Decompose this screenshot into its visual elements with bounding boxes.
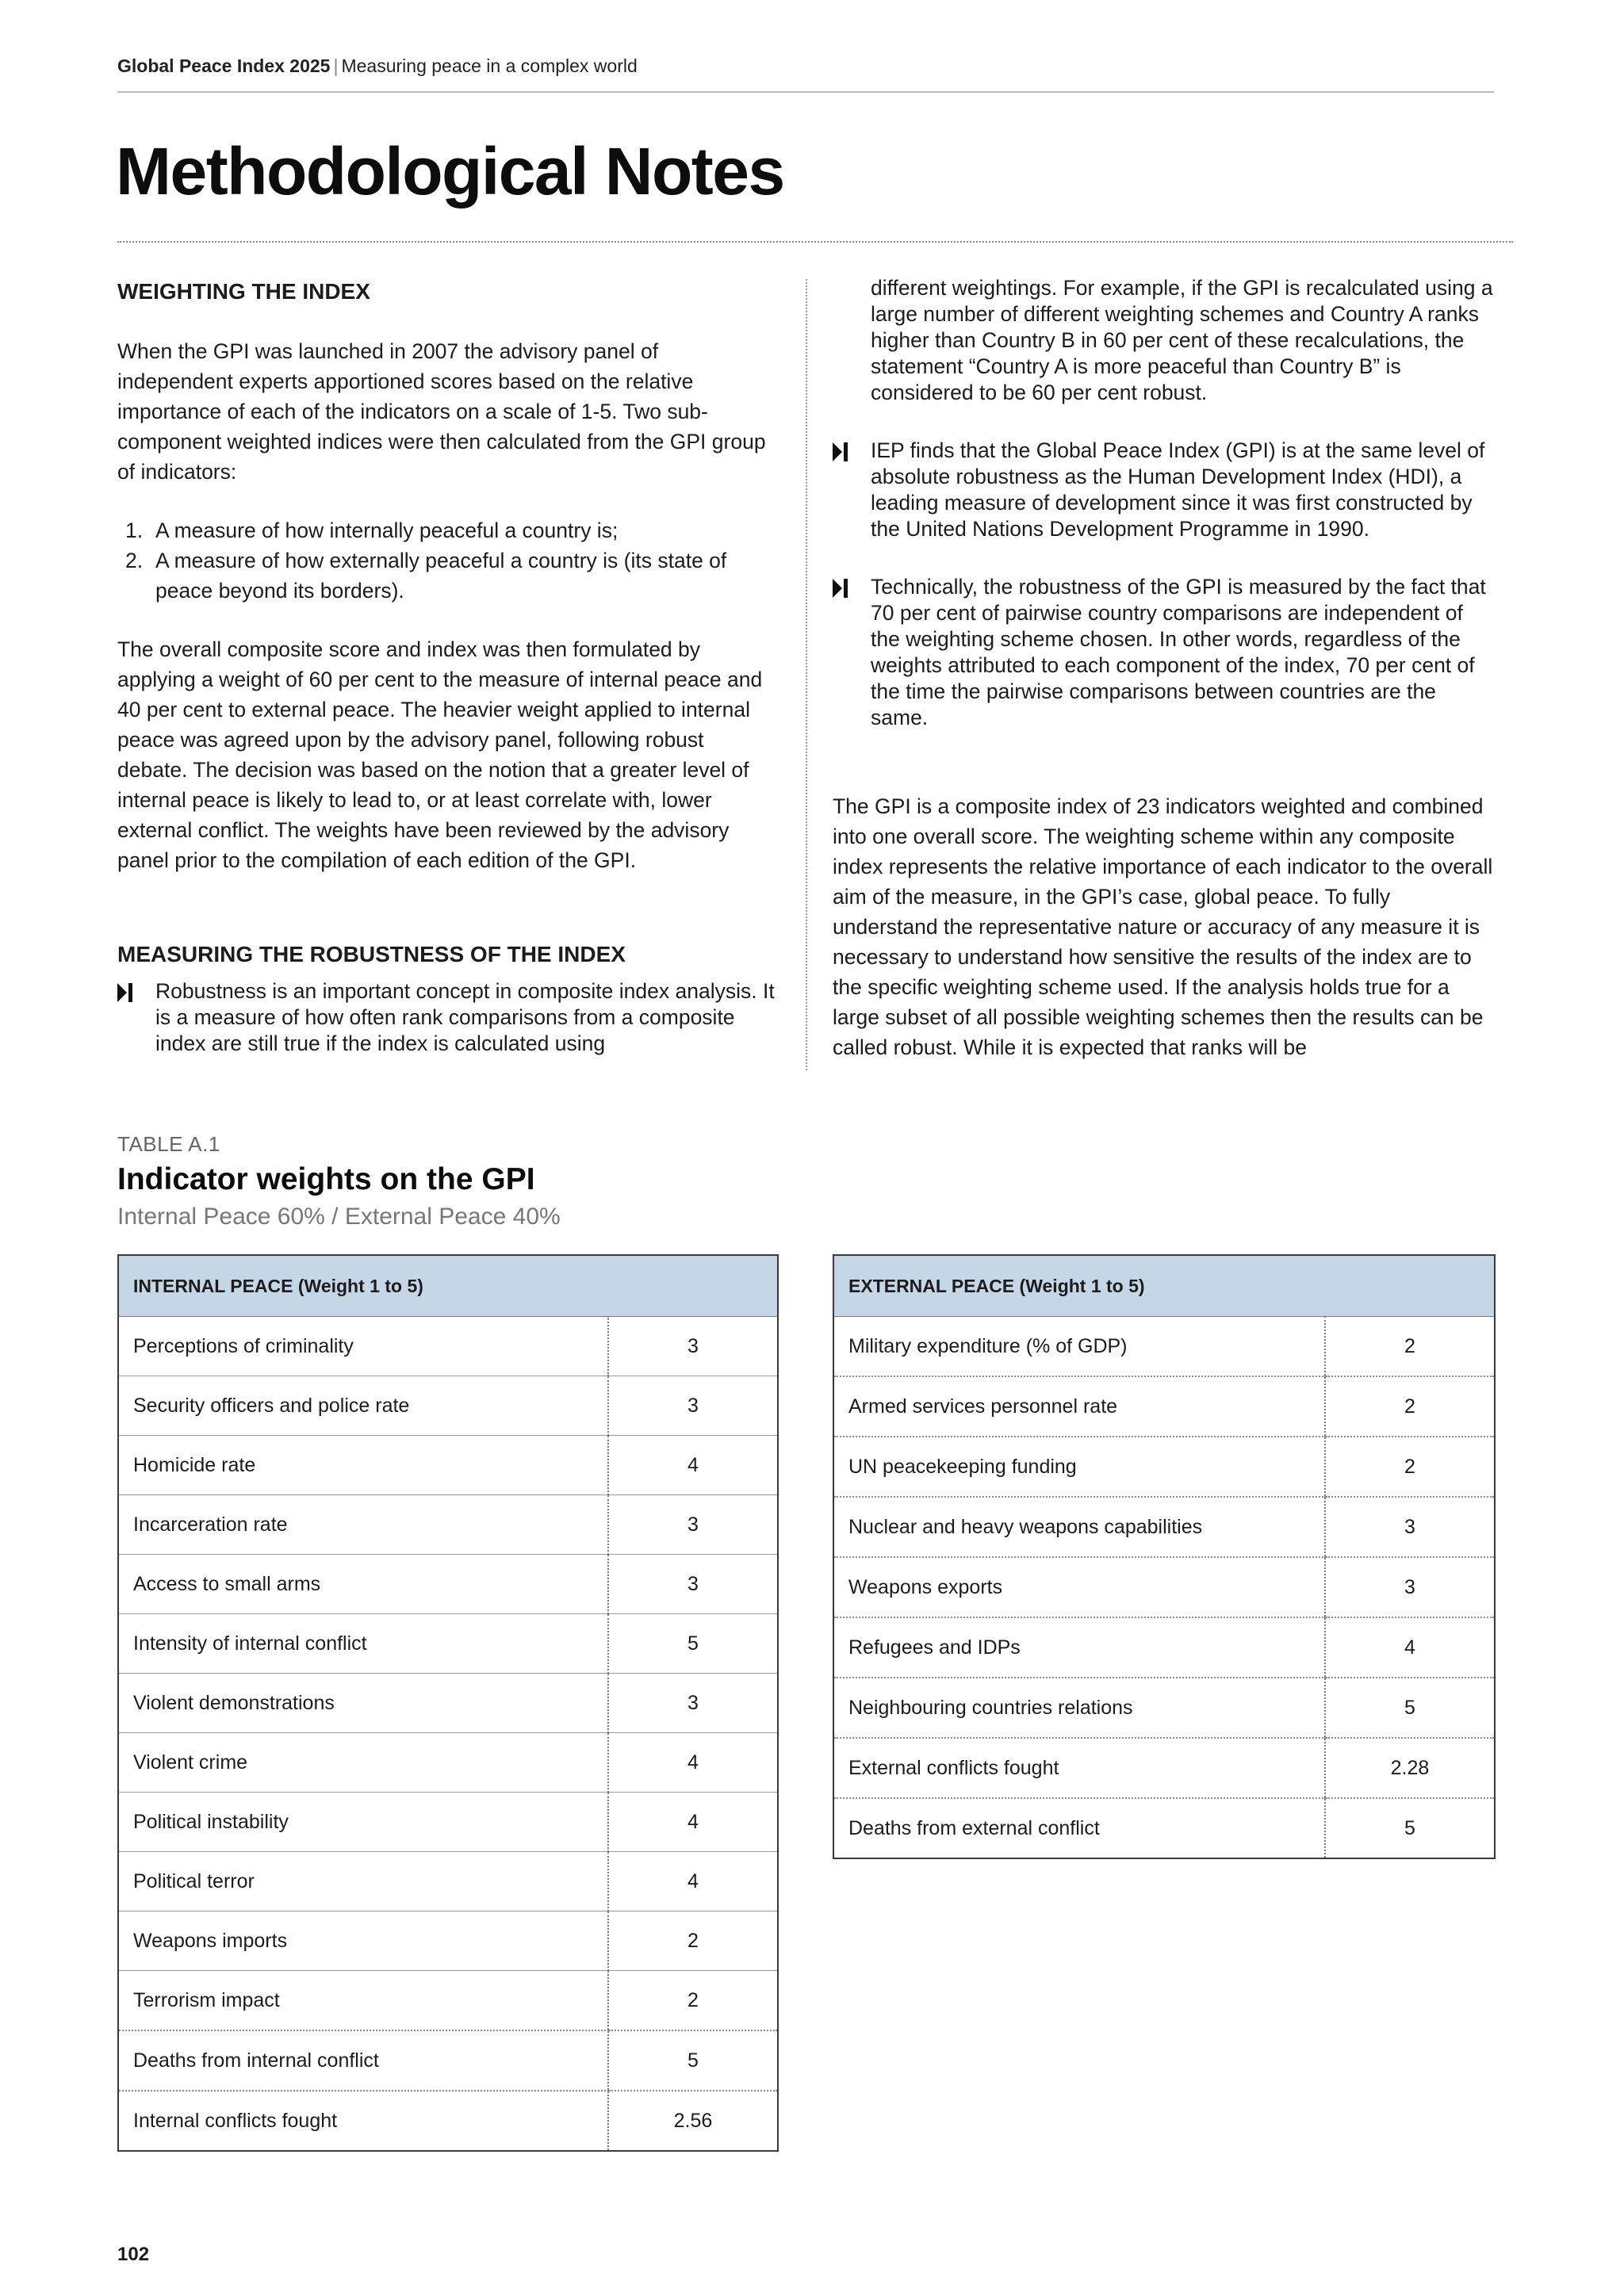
- table-label: TABLE A.1: [117, 1132, 220, 1156]
- running-header: [117, 55, 1494, 93]
- indicator-weight: 3: [608, 1674, 778, 1733]
- indicator-weight: 3: [1325, 1557, 1495, 1617]
- indicator-weight: 5: [608, 2030, 778, 2091]
- table-subtitle: Internal Peace 60% / External Peace 40%: [117, 1203, 561, 1230]
- list-item: [117, 515, 776, 545]
- table-row: [118, 1971, 778, 2031]
- table-title: Indicator weights on the GPI: [117, 1162, 535, 1196]
- indicator-name: Deaths from external conflict: [833, 1798, 1325, 1858]
- external-peace-table: [833, 1254, 1496, 1859]
- indicator-weight: 5: [1325, 1678, 1495, 1738]
- play-pause-bullet-icon: [833, 442, 850, 461]
- indicator-weight: 3: [1325, 1497, 1495, 1557]
- indicator-name: Weapons imports: [118, 1911, 608, 1971]
- indicator-weight: 2: [608, 1911, 778, 1971]
- indicator-weight: 3: [608, 1555, 778, 1614]
- right-column: [833, 276, 1497, 1062]
- bullet-continuation: different weightings. For example, if the GPI is recalculated using a large number of different weighting schemes and Country A ranks higher than Country B in 60 per cent of these recalculations, the statement “Country A is more peaceful than Country B” is considered to be 60 per cent robust.: [871, 276, 1493, 404]
- indicator-name: Nuclear and heavy weapons capabilities: [833, 1497, 1325, 1557]
- composite-index-paragraph: The GPI is a composite index of 23 indicators weighted and combined into one overall score. The weighting scheme within any composite index represents the relative importance of each indicator to the overall aim of the measure, in the GPI’s case, global peace. To fully understand the representative nature or accuracy of any measure it is necessary to understand how sensitive the results of the index are to the specific weighting scheme used. If the analysis holds true for a large subset of all possible weighting schemes then the results can be called robust. While it is expected that ranks will be: [833, 794, 1493, 1059]
- table-row: [833, 1557, 1495, 1617]
- table-row: [833, 1738, 1495, 1798]
- indicator-name: Military expenditure (% of GDP): [833, 1317, 1325, 1377]
- indicator-weight: 3: [608, 1317, 778, 1376]
- indicator-name: Perceptions of criminality: [118, 1317, 608, 1376]
- table-row: [118, 1317, 778, 1376]
- indicator-name: Terrorism impact: [118, 1971, 608, 2031]
- table-row: [118, 1852, 778, 1911]
- list-number: 2.: [125, 549, 144, 572]
- indicator-weight: 2: [1325, 1437, 1495, 1497]
- publication-name: Global Peace Index 2025: [117, 55, 331, 76]
- play-pause-bullet-icon: [833, 579, 850, 598]
- numbered-list: [117, 515, 776, 606]
- indicator-name: Violent crime: [118, 1733, 608, 1793]
- indicator-name: Homicide rate: [118, 1436, 608, 1495]
- indicator-weight: 3: [608, 1495, 778, 1555]
- indicator-name: UN peacekeeping funding: [833, 1437, 1325, 1497]
- table-row: [118, 1793, 778, 1852]
- indicator-name: Access to small arms: [118, 1555, 608, 1614]
- indicator-weight: 4: [608, 1733, 778, 1793]
- indicator-name: Deaths from internal conflict: [118, 2030, 608, 2091]
- indicator-weight: 2.56: [608, 2091, 778, 2151]
- indicator-weight: 2: [608, 1971, 778, 2031]
- bullet-text: IEP finds that the Global Peace Index (GPI) is at the same level of absolute robustness as the Human Development Index (HDI), a leading measure of development since it was first constructed by the United Nations Development Programme in 1990.: [871, 438, 1485, 541]
- indicator-name: Weapons exports: [833, 1557, 1325, 1617]
- indicator-name: Refugees and IDPs: [833, 1617, 1325, 1678]
- indicator-name: Internal conflicts fought: [118, 2091, 608, 2151]
- section-heading-robustness: MEASURING THE ROBUSTNESS OF THE INDEX: [117, 942, 626, 966]
- table-row: [833, 1376, 1495, 1437]
- indicator-name: Neighbouring countries relations: [833, 1678, 1325, 1738]
- table-row: [118, 1495, 778, 1555]
- indicator-weight: 2.28: [1325, 1738, 1495, 1798]
- bullet-text: Technically, the robustness of the GPI is measured by the fact that 70 per cent of pairwise country comparisons are independent of the weighting scheme chosen. In other words, regardless of the weights attributed to each component of the index, 70 per cent of the time the pairwise comparisons between countries are the same.: [871, 575, 1486, 729]
- indicator-name: Armed services personnel rate: [833, 1376, 1325, 1437]
- table-row: [833, 1798, 1495, 1858]
- table-row: [118, 1436, 778, 1495]
- indicator-name: Political terror: [118, 1852, 608, 1911]
- external-peace-header: EXTERNAL PEACE (Weight 1 to 5): [833, 1255, 1495, 1317]
- table-row: [118, 1614, 778, 1674]
- indicator-weight: 4: [608, 1436, 778, 1495]
- publication-subtitle: Measuring peace in a complex world: [341, 55, 638, 76]
- internal-peace-table: [117, 1254, 779, 2152]
- bullet-item: [117, 978, 776, 1057]
- list-text: A measure of how externally peaceful a country is (its state of peace beyond its borders).: [155, 549, 727, 603]
- table-row: [118, 2030, 778, 2091]
- page-title: Methodological Notes: [116, 134, 784, 209]
- weighting-paragraph-1: When the GPI was launched in 2007 the advisory panel of independent experts apportioned scores based on the relative importance of each of the indicators on a scale of 1-5. Two sub-component weighted indices were then calculated from the GPI group of indicators:: [117, 339, 766, 484]
- table-row: [118, 1376, 778, 1436]
- table-row: [118, 1674, 778, 1733]
- indicator-name: External conflicts fought: [833, 1738, 1325, 1798]
- left-column: [117, 276, 776, 1057]
- list-number: 1.: [125, 519, 144, 542]
- title-divider: [117, 241, 1513, 243]
- indicator-weight: 5: [1325, 1798, 1495, 1858]
- indicator-name: Security officers and police rate: [118, 1376, 608, 1436]
- table-row: [833, 1678, 1495, 1738]
- indicator-weight: 4: [1325, 1617, 1495, 1678]
- column-divider: [806, 279, 807, 1070]
- table-row: [833, 1617, 1495, 1678]
- table-row: [833, 1497, 1495, 1557]
- bullet-item: [833, 438, 1497, 542]
- section-heading-weighting: WEIGHTING THE INDEX: [117, 279, 370, 304]
- weighting-paragraph-2: The overall composite score and index was then formulated by applying a weight of 60 per cent to the measure of internal peace and 40 per cent to external peace. The heavier weight applied to internal peace was agreed upon by the advisory panel, following robust debate. The decision was based on the notion that a greater level of internal peace is likely to lead to, or at least correlate with, lower external conflict. The weights have been reviewed by the advisory panel prior to the compilation of each edition of the GPI.: [117, 637, 763, 872]
- table-row: [118, 2091, 778, 2151]
- play-pause-bullet-icon: [117, 983, 135, 1002]
- indicator-name: Violent demonstrations: [118, 1674, 608, 1733]
- indicator-weight: 5: [608, 1614, 778, 1674]
- bullet-text: Robustness is an important concept in composite index analysis. It is a measure of how often rank comparisons from a composite index are still true if the index is calculated using: [155, 979, 775, 1055]
- indicator-weight: 4: [608, 1793, 778, 1852]
- indicator-weight: 4: [608, 1852, 778, 1911]
- table-row: [833, 1437, 1495, 1497]
- page-number: 102: [117, 2244, 150, 2265]
- indicator-name: Intensity of internal conflict: [118, 1614, 608, 1674]
- indicator-weight: 2: [1325, 1376, 1495, 1437]
- table-row: [118, 1733, 778, 1793]
- bullet-item: [833, 574, 1497, 731]
- table-row: [118, 1555, 778, 1614]
- list-item: [117, 545, 776, 606]
- internal-peace-header: INTERNAL PEACE (Weight 1 to 5): [118, 1255, 778, 1317]
- indicator-name: Incarceration rate: [118, 1495, 608, 1555]
- list-text: A measure of how internally peaceful a country is;: [155, 519, 619, 542]
- indicator-weight: 3: [608, 1376, 778, 1436]
- header-separator: |: [333, 55, 339, 76]
- indicator-weight: 2: [1325, 1317, 1495, 1377]
- table-row: [118, 1911, 778, 1971]
- table-row: [833, 1317, 1495, 1377]
- indicator-name: Political instability: [118, 1793, 608, 1852]
